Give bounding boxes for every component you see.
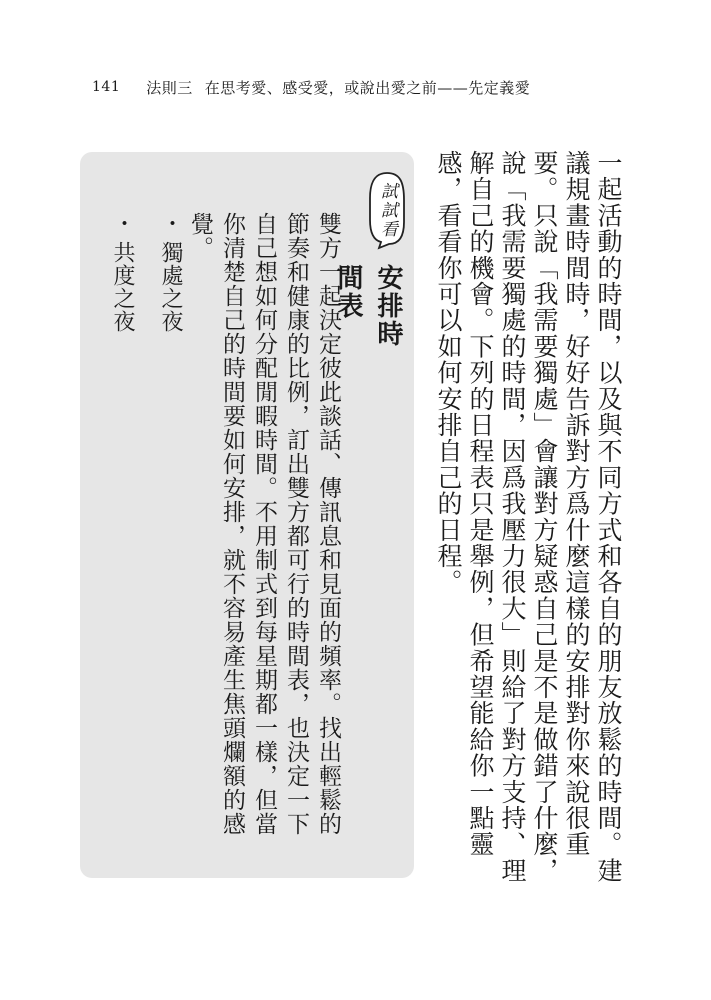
page-number: 141 — [92, 79, 121, 95]
activity-title: 安排時間表 — [333, 264, 403, 348]
list-item — [154, 212, 186, 472]
activity-text: 雙方一起決定彼此談話、傳訊息和見面的頻率。找出輕鬆的節奏和健康的比例，訂出雙方都可行的時間表，也決定一下自己想如何分配閒暇時間。不用制式到每星期都一樣，但當你清楚自己的時間要如何安排，就不容易產生焦頭爛額的感覺。 — [187, 212, 341, 836]
try-it-badge — [367, 170, 407, 250]
body-text: 一起活動的時間，以及與不同方式和各自的朋友放鬆的時間。建議規畫時間時，好好告訴對方爲什麼這樣的安排對你來說很重要。只說「我需要獨處」會讓對方疑惑自己是不是做錯了什麼，說「我需要獨處的時間，因爲我壓力很大」則給了對方支持、理解自己的機會。下列的日程表只是舉例，但希望能給你一點靈感，看看你可以如何安排自己的日程。 — [434, 150, 623, 884]
chapter-label: 法則三 — [146, 78, 193, 97]
list-item-label: 共度之夜 — [110, 241, 135, 333]
running-header — [92, 76, 530, 98]
activity-list — [86, 212, 186, 472]
bullet: ・ — [158, 212, 183, 235]
activity-box — [80, 152, 414, 878]
list-item — [106, 212, 138, 472]
badge-label: 試試看 — [377, 181, 397, 239]
bullet: ・ — [110, 212, 135, 235]
list-item-label: 獨處之夜 — [158, 241, 183, 333]
chapter-subtitle: 在思考愛、感受愛，或說出愛之前——先定義愛 — [204, 78, 531, 97]
